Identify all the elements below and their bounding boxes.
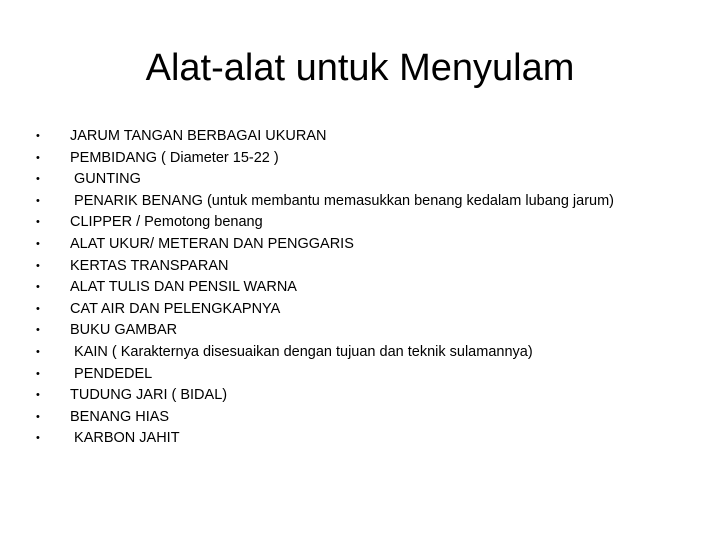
- list-item-text: KARBON JAHIT: [70, 430, 180, 447]
- bullet-icon: •: [36, 194, 40, 207]
- bullet-icon: •: [36, 410, 40, 423]
- list-item: [36, 407, 696, 429]
- list-item: [36, 256, 696, 278]
- bullet-icon: •: [36, 130, 40, 142]
- bullet-icon: •: [36, 237, 40, 250]
- bullet-icon: •: [36, 281, 40, 294]
- list-item-text: ALAT TULIS DAN PENSIL WARNA: [70, 279, 297, 296]
- bullet-icon: •: [36, 367, 40, 380]
- list-item: [36, 148, 696, 170]
- list-item-text: CLIPPER / Pemotong benang: [70, 214, 263, 231]
- list-item: [36, 277, 696, 299]
- list-item-text: PEMBIDANG ( Diameter 15-22 ): [70, 149, 279, 166]
- list-item-text: BUKU GAMBAR: [70, 322, 178, 339]
- slide-title: Alat-alat untuk Menyulam: [145, 47, 575, 89]
- list-item-text: BENANG HIAS: [70, 408, 170, 425]
- list-item: [36, 234, 696, 256]
- bullet-icon: •: [36, 389, 40, 402]
- list-item-text: KERTAS TRANSPARAN: [70, 257, 229, 274]
- list-item: [36, 385, 696, 407]
- bullet-icon: •: [36, 173, 40, 186]
- list-item: [36, 428, 696, 450]
- list-item-text: TUDUNG JARI ( BIDAL): [70, 387, 228, 404]
- list-item-text: KAIN ( Karakternya disesuaikan dengan tujuan dan teknik sulamannya): [70, 343, 533, 360]
- tool-list: [36, 126, 696, 450]
- bullet-icon: •: [36, 432, 40, 445]
- list-item: [36, 320, 696, 342]
- list-item-text: ALAT UKUR/ METERAN DAN PENGGARIS: [70, 235, 354, 252]
- list-item: [36, 212, 696, 234]
- list-item-text: PENARIK BENANG (untuk membantu memasukkan benang kedalam lubang jarum): [70, 192, 615, 209]
- bullet-icon: •: [36, 151, 40, 164]
- list-item: [36, 364, 696, 386]
- list-item-text: JARUM TANGAN BERBAGAI UKURAN: [70, 128, 327, 144]
- bullet-icon: •: [36, 216, 40, 229]
- bullet-icon: •: [36, 259, 40, 272]
- bullet-icon: •: [36, 345, 40, 358]
- list-item: [36, 169, 696, 191]
- list-item-text: CAT AIR DAN PELENGKAPNYA: [70, 300, 281, 317]
- list-item: [36, 191, 696, 213]
- bullet-icon: •: [36, 302, 40, 315]
- list-item-text: PENDEDEL: [70, 365, 153, 382]
- list-item: [36, 299, 696, 321]
- list-item: [36, 126, 696, 148]
- list-item-text: GUNTING: [70, 171, 141, 188]
- bullet-icon: •: [36, 324, 40, 337]
- list-item: [36, 342, 696, 364]
